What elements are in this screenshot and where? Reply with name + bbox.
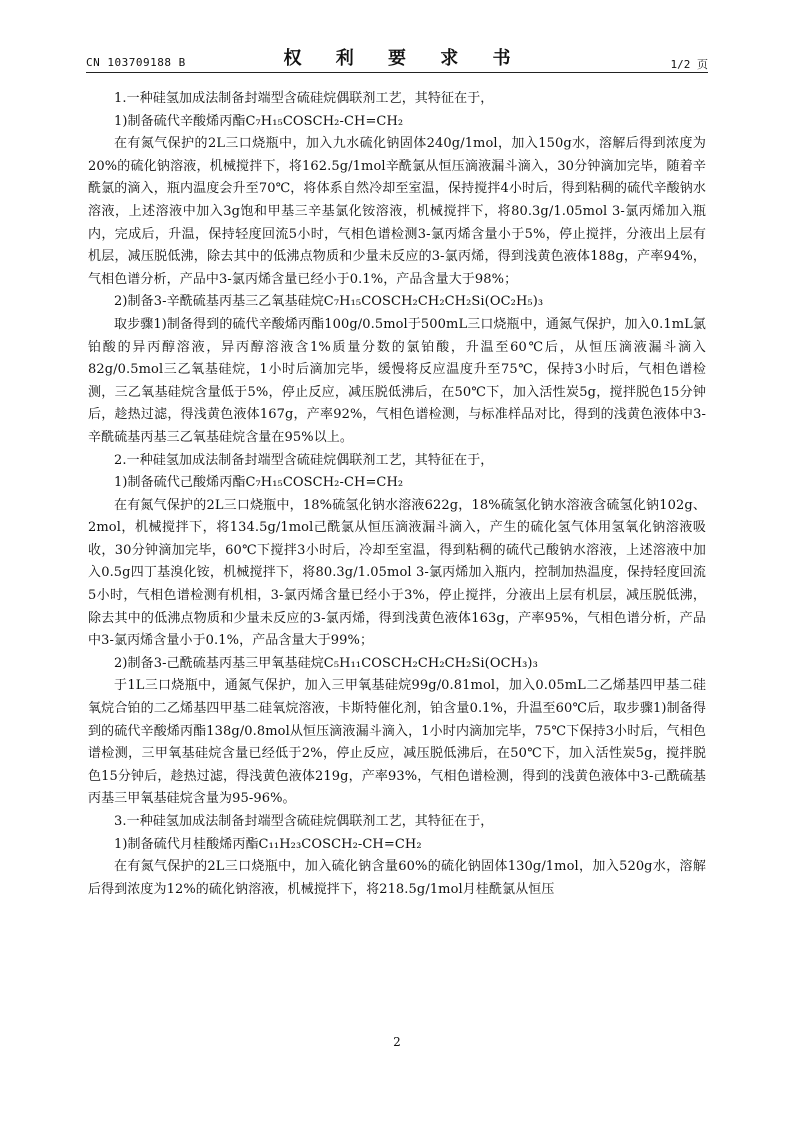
claim-2-step-1-text: 在有氮气保护的2L三口烧瓶中，18%硫氢化钠水溶液622g，18%硫氢化钠水溶液含硫氢化钠102g、2mol，机械搅拌下，将134.5g/1mol己酰氯从恒压滴液漏斗滴入，产生的硫化氢气体用氢氧化钠溶液吸收，30分钟滴加完毕，60℃下搅拌3小时后，冷却至室温，得到粘稠的硫代己酸钠水溶液，上述溶液中加入0.5g四丁基溴化铵，机械搅拌下，将80.3g/1.05mol 3-氯丙烯加入瓶内，控制加热温度，保持轻度回流5小时，气相色谱检测有机相，3-氯丙烯含量已经小于3%，停止搅拌，分液出上层有机层，减压脱低沸，除去其中的低沸点物质和少量未反应的3-氯丙烯，得到浅黄色液体163g，产率95%，气相色谱分析，产品中3-氯丙烯含量小于0.1%，产品含量大于99%； xyxy=(88,497,706,649)
claim-1-step-1-text: 在有氮气保护的2L三口烧瓶中，加入九水硫化钠固体240g/1mol，加入150g水，溶解后得到浓度为20%的硫化钠溶液，机械搅拌下，将162.5g/1mol辛酰氯从恒压滴液漏斗滴入，30分钟滴加完毕，随着辛酰氯的滴入，瓶内温度会升至70℃，将体系自然冷却至室温，保持搅拌4小时后，得到粘稠的硫代辛酸钠水溶液，上述溶液中加入3g饱和甲基三辛基氯化铵溶液，机械搅拌下，将80.3g/1.05mol 3-氯丙烯加入瓶内，完成后，升温，保持轻度回流5小时，气相色谱检测3-氯丙烯含量小于5%，停止搅拌，分液出上层有机层，减压脱低沸，除去其中的低沸点物质和少量未反应的3-氯丙烯，得到浅黄色液体188g，产率94%，气相色谱分析，产品中3-氯丙烯含量已经小于0.1%，产品含量大于98%； xyxy=(88,136,706,287)
claim-2-step-1-title: 1)制备硫代己酸烯丙酯C₇H₁₅COSCH₂-CH=CH₂ xyxy=(114,475,404,491)
header-divider xyxy=(86,72,708,73)
claim-1-heading: 1.一种硅氢加成法制备封端型含硫硅烷偶联剂工艺，其特征在于， xyxy=(114,91,494,106)
claim-1-step-2-title: 2)制备3-辛酰硫基丙基三乙氧基硅烷C₇H₁₅COSCH₂CH₂CH₂Si(OC₂H₅)₃ xyxy=(114,294,544,310)
claim-3-step-1-text: 在有氮气保护的2L三口烧瓶中，加入硫化钠含量60%的硫化钠固体130g/1mol，加入520g水，溶解后得到浓度为12%的硫化钠溶液，机械搅拌下，将218.5g/1mol月桂酰氯从恒压 xyxy=(88,859,706,897)
page-title: 权 利 要 求 书 xyxy=(283,48,525,69)
claim-3-heading: 3.一种硅氢加成法制备封端型含硫硅烷偶联剂工艺，其特征在于， xyxy=(114,814,494,829)
claims-body xyxy=(88,88,706,901)
patent-number: CN 103709188 B xyxy=(86,56,186,69)
claim-3-step-1-title: 1)制备硫代月桂酸烯丙酯C₁₁H₂₃COSCH₂-CH=CH₂ xyxy=(114,836,422,852)
claim-2-heading: 2.一种硅氢加成法制备封端型含硫硅烷偶联剂工艺，其特征在于， xyxy=(114,452,494,468)
claim-2-step-2-title: 2)制备3-己酰硫基丙基三甲氧基硅烷C₅H₁₁COSCH₂CH₂CH₂Si(OCH₃)₃ xyxy=(114,655,538,671)
claim-1-step-2-text: 取步骤1)制备得到的硫代辛酸烯丙酯100g/0.5mol于500mL三口烧瓶中，通氮气保护，加入0.1mL氯铂酸的异丙醇溶液，异丙醇溶液含1%质量分数的氯铂酸，升温至60℃后，从恒压滴液漏斗滴入82g/0.5mol三乙氧基硅烷，1小时后滴加完毕，缓慢将反应温度升至75℃，保持3小时后，气相色谱检测，三乙氧基硅烷含量低于5%，停止反应，减压脱低沸后，在50℃下，加入活性炭5g，搅拌脱色15分钟后，趁热过滤，得浅黄色液体167g，产率92%，气相色谱检测，与标准样品对比，得到的浅黄色液体中3-辛酰硫基丙基三乙氧基硅烷含量在95%以上。 xyxy=(88,316,706,445)
claim-1-step-1-title: 1)制备硫代辛酸烯丙酯C₇H₁₅COSCH₂-CH=CH₂ xyxy=(114,113,404,129)
claim-2-step-2-text: 于1L三口烧瓶中，通氮气保护，加入三甲氧基硅烷99g/0.81mol，加入0.05mL二乙烯基四甲基二硅氧烷合铂的二乙烯基四甲基二硅氧烷溶液，卡斯特催化剂，铂含量0.1%，升温至60℃后，取步骤1)制备得到的硫代辛酸烯丙酯138g/0.8mol从恒压滴液漏斗滴入，1小时内滴加完毕，75℃下保持3小时后，气相色谱检测，三甲氧基硅烷含量已经低于2%，停止反应，减压脱低沸后，在50℃下，加入活性炭5g，搅拌脱色15分钟后，趁热过滤，得浅黄色液体219g，产率93%，气相色谱检测，得到的浅黄色液体中3-己酰硫基丙基三甲氧基硅烷含量为95-96%。 xyxy=(88,678,706,807)
page-header xyxy=(86,44,708,74)
page-indicator: 1/2 页 xyxy=(670,58,708,71)
page-number: 2 xyxy=(393,1035,401,1049)
